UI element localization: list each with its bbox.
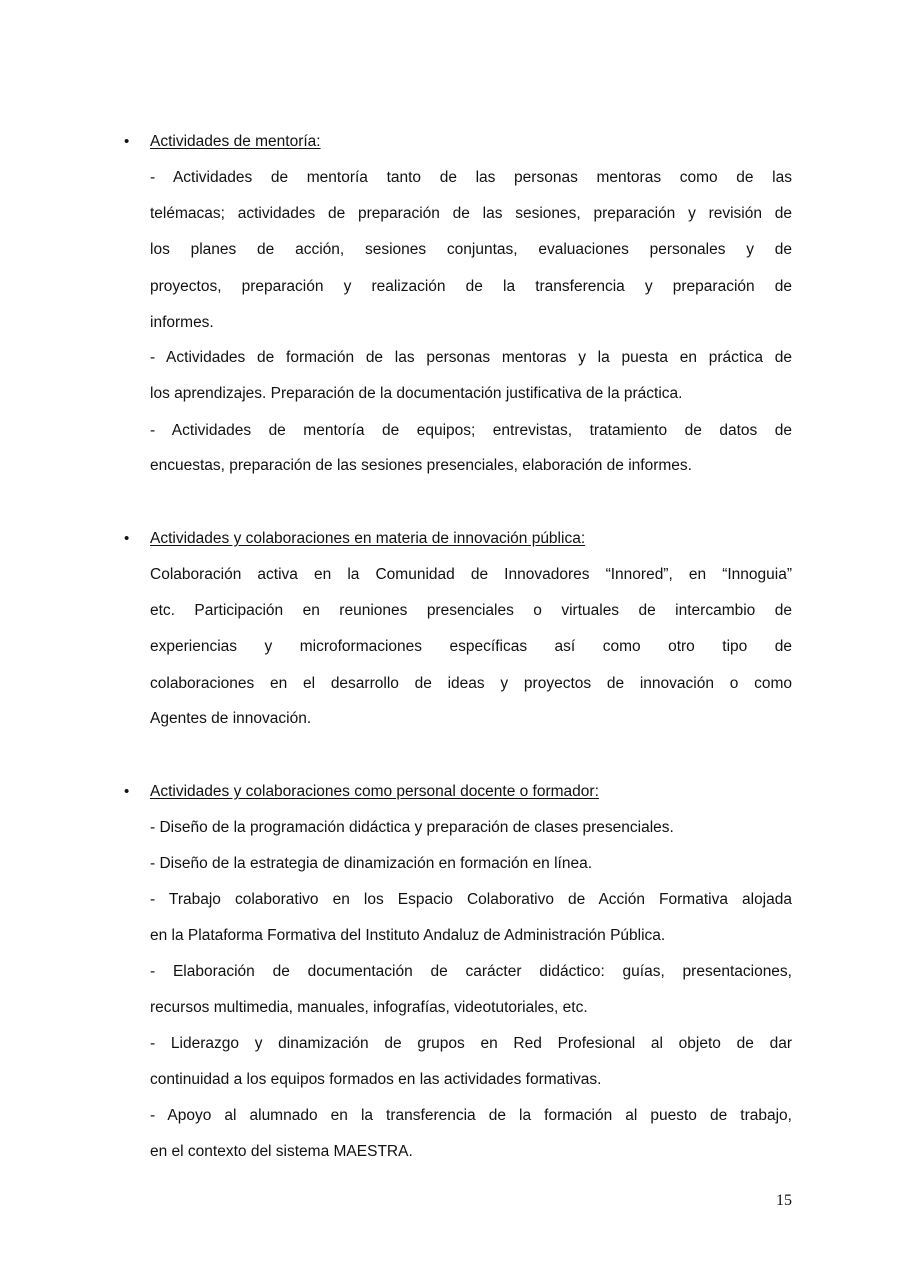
paragraph-line: - Liderazgo y dinamización de grupos en Red Profesional al objeto de dar [150, 1035, 792, 1052]
paragraph-line: - Actividades de mentoría tanto de las personas mentoras como de las [150, 169, 792, 186]
paragraph-line: en la Plataforma Formativa del Instituto Andaluz de Administración Pública. [150, 927, 666, 944]
paragraph-line: continuidad a los equipos formados en las actividades formativas. [150, 1071, 602, 1088]
paragraph-line: - Elaboración de documentación de carácter didáctico: guías, presentaciones, [150, 963, 792, 980]
paragraph-line: telémacas; actividades de preparación de las sesiones, preparación y revisión de [150, 205, 792, 222]
section-heading: Actividades y colaboraciones como personal docente o formador: [150, 783, 599, 800]
paragraph-line: los aprendizajes. Preparación de la documentación justificativa de la práctica. [150, 385, 683, 402]
section-heading: Actividades y colaboraciones en materia de innovación pública: [150, 530, 586, 547]
paragraph-line: - Actividades de mentoría de equipos; entrevistas, tratamiento de datos de [150, 422, 792, 439]
paragraph-line: etc. Participación en reuniones presenciales o virtuales de intercambio de [150, 602, 792, 619]
paragraph-line: encuestas, preparación de las sesiones presenciales, elaboración de informes. [150, 457, 692, 474]
bullet-icon: • [124, 133, 130, 150]
section-heading: Actividades de mentoría: [150, 133, 321, 150]
page-number: 15 [776, 1192, 792, 1209]
bullet-icon: • [124, 783, 130, 800]
paragraph-line: - Diseño de la programación didáctica y preparación de clases presenciales. [150, 819, 674, 836]
paragraph-line: - Trabajo colaborativo en los Espacio Colaborativo de Acción Formativa alojada [150, 891, 792, 908]
paragraph-line: los planes de acción, sesiones conjuntas, evaluaciones personales y de [150, 241, 792, 258]
paragraph-line: proyectos, preparación y realización de la transferencia y preparación de [150, 278, 792, 295]
paragraph-line: recursos multimedia, manuales, infografías, videotutoriales, etc. [150, 999, 588, 1016]
paragraph-line: - Apoyo al alumnado en la transferencia de la formación al puesto de trabajo, [150, 1107, 792, 1124]
paragraph-line: experiencias y microformaciones específicas así como otro tipo de [150, 638, 792, 655]
paragraph-line: - Diseño de la estrategia de dinamización en formación en línea. [150, 855, 593, 872]
paragraph-line: - Actividades de formación de las personas mentoras y la puesta en práctica de [150, 349, 792, 366]
paragraph-line: colaboraciones en el desarrollo de ideas y proyectos de innovación o como [150, 675, 792, 692]
paragraph-line: en el contexto del sistema MAESTRA. [150, 1143, 413, 1160]
paragraph-line: informes. [150, 314, 214, 331]
bullet-icon: • [124, 530, 130, 547]
paragraph-line: Colaboración activa en la Comunidad de Innovadores “Innored”, en “Innoguia” [150, 566, 792, 583]
paragraph-line: Agentes de innovación. [150, 710, 312, 727]
